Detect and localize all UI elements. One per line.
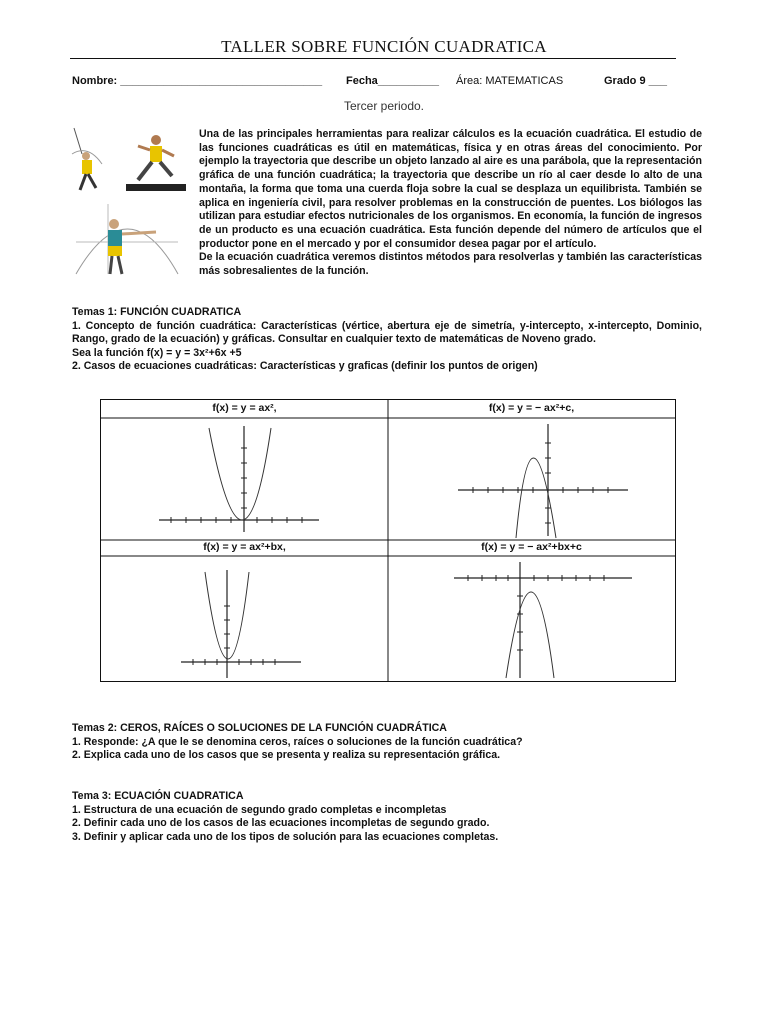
graph-1 (101, 418, 388, 540)
graph-1-label-cell (101, 400, 388, 418)
graph-4-label: f(x) = y = − ax²+bx+c (481, 541, 582, 553)
intro-paragraph-2: De la ecuación cuadrática veremos distintos métodos para resolverlas y también las características más sobresalientes de la función. (199, 251, 702, 278)
grado-field[interactable]: Grado 9 ___ (604, 75, 667, 87)
tema1-heading: Temas 1: FUNCIÓN CUADRATICA (72, 306, 242, 318)
sports-illustration (68, 124, 194, 286)
fecha-field[interactable]: Fecha__________ (346, 75, 439, 87)
graph-3-label: f(x) = y = ax²+bx, (203, 541, 286, 553)
graph-4 (388, 556, 675, 681)
document-title: TALLER SOBRE FUNCIÓN CUADRATICA (221, 37, 547, 56)
period-label: Tercer periodo. (343, 99, 425, 113)
graph-2-label-cell (388, 400, 675, 418)
intro-paragraph-1: Una de las principales herramientas para realizar cálculos es la ecuación cuadrática. El estudio de las funciones cuadráticas es útil en matemáticas, física y en otras áreas del conocimiento. Por ejemplo la trayectoria que describe un objeto lanzado al aire es una parábola, que la representación gráfica de una función cuadrática; la trayectoria que describe un río al caer desde lo alto de una montaña, la forma que toma una cuerda floja sobre la cual se desplaza un equilibrista. También se aplica en ingeniería civil, para resolver problemas en la construcción de puentes. Los biólogos las utilizan para estudiar efectos nutricionales de los organismos. En economía, la función de ingresos de un producto es una ecuación cuadrática. Esta función depende del número de artículos que el productor pone en el mercado y por el consumidor desea pagar por el artículo. (199, 128, 702, 250)
tema3-item-3: 3. Definir y aplicar cada uno de los tipos de solución para las ecuaciones completas. (72, 830, 499, 843)
tema2-heading: Temas 2: CEROS, RAÍCES O SOLUCIONES DE LA FUNCIÓN CUADRÁTICA (72, 722, 447, 734)
graph-2-label: f(x) = y = − ax²+c, (488, 402, 575, 414)
tema1-section (72, 306, 702, 374)
athletes-image (68, 124, 194, 286)
graph-2 (388, 418, 675, 540)
tema1-item-1: 1. Concepto de función cuadrática: Características (vértice, abertura eje de simetría, y-intercepto, x-intercepto, Dominio, Rango, grado de la ecuación) y gráficas. Consultar en cualquier texto de matemáticas de Noveno grado. (72, 319, 702, 346)
tema3-heading: Tema 3: ECUACIÓN CUADRATICA (72, 790, 244, 802)
tema2-item-1: 1. Responde: ¿A que le se denomina ceros, raíces o soluciones de la función cuadrática? (72, 735, 523, 748)
tema2-section (72, 722, 702, 763)
graph-4-label-cell (388, 540, 675, 556)
nombre-field[interactable]: Nombre: _________________________________ (72, 75, 323, 87)
area-label: Área: MATEMATICAS (456, 75, 564, 87)
graph-1-plot (101, 418, 388, 540)
tema3-section (72, 790, 702, 844)
graph-3-label-cell (101, 540, 388, 556)
graph-1-label: f(x) = y = ax², (212, 402, 277, 414)
graphs-grid (100, 399, 676, 682)
graph-4-plot (388, 556, 675, 681)
tema3-item-2: 2. Definir cada uno de los casos de las ecuaciones incompletas de segundo grado. (72, 817, 490, 830)
title-underline (70, 58, 676, 59)
tema3-item-1: 1. Estructura de una ecuación de segundo grado completas e incompletas (72, 803, 447, 816)
tema1-function: Sea la función f(x) = y = 3x²+6x +5 (72, 346, 242, 359)
intro-text (199, 128, 702, 279)
tema2-item-2: 2. Explica cada uno de los casos que se presenta y realiza su representación gráfica. (72, 749, 501, 762)
graph-3 (101, 556, 388, 681)
graph-2-plot (388, 418, 675, 540)
graph-3-plot (101, 556, 388, 681)
tema1-item-2: 2. Casos de ecuaciones cuadráticas: Características y graficas (definir los puntos de origen) (72, 360, 538, 373)
